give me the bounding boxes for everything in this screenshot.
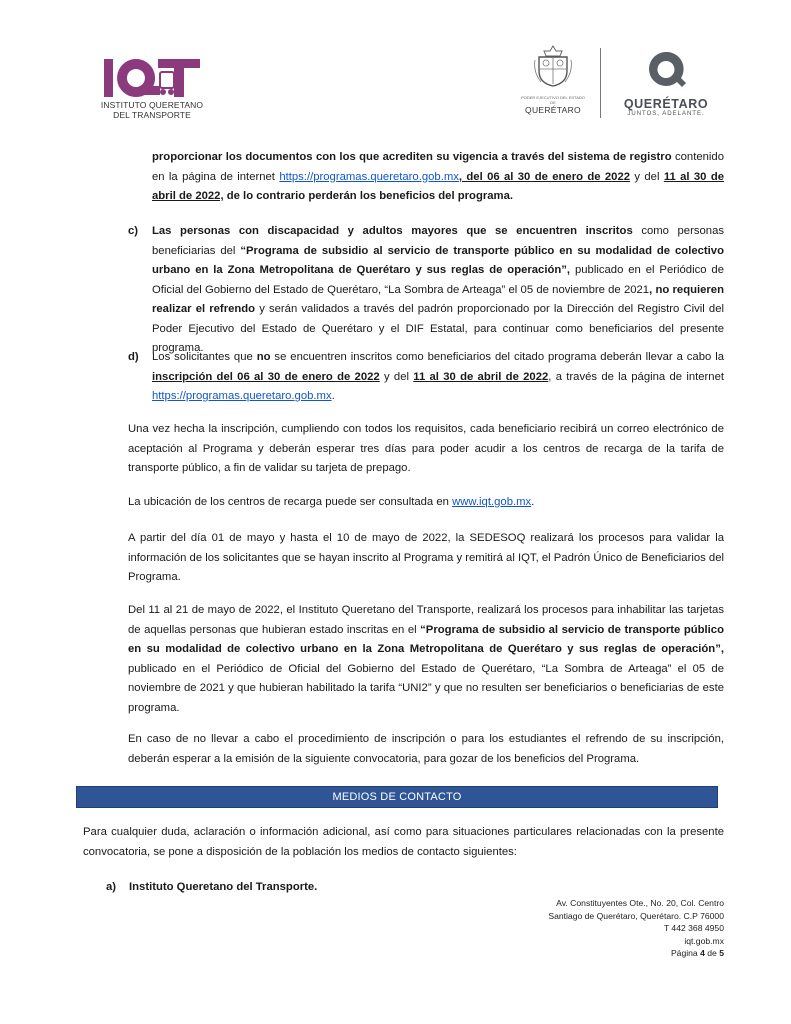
text: y del	[630, 170, 664, 183]
page-sep: de	[704, 948, 720, 958]
date-range-1: , del 06 al 30 de enero de 2022	[458, 170, 631, 183]
page-current: 4	[700, 948, 705, 958]
gov-small-text: PODER EJECUTIVO DEL ESTADO DE	[521, 95, 585, 105]
contact-item-iqt: Instituto Queretano del Transporte.	[129, 881, 318, 893]
text-bold: de lo contrario perderán los beneficios del programa.	[223, 190, 513, 202]
date-range-2: 11 al 30 de abril de 2022	[413, 370, 549, 383]
footer-address	[548, 897, 724, 960]
footer-address-line1: Av. Constituyentes Ote., No. 20, Col. Centro	[556, 898, 724, 908]
brand-name: QUERÉTARO	[623, 97, 709, 111]
text: Los solicitantes que	[152, 351, 257, 363]
date-range-1: del 06 al 30 de enero de 2022	[212, 370, 380, 383]
text: contenido en la página de internet	[152, 151, 724, 183]
iqt-name-line1: INSTITUTO QUERETANO	[100, 100, 204, 110]
queretaro-brand-block	[616, 50, 716, 117]
paragraph-no-inscription: En caso de no llevar a cabo el procedimiento de inscripción o para los estudiantes el refrendo de su inscripción, deberán esperar a la emisión de la siguiente convocatoria, para gozar de los beneficios del Programa.	[128, 733, 724, 765]
list-marker-c: c)	[128, 225, 139, 237]
iqt-name-line2: DEL TRANSPORTE	[113, 110, 191, 120]
text-bold: , no requieren realizar el refrendo	[152, 283, 724, 315]
page-total: 5	[719, 948, 724, 958]
gov-name: QUERÉTARO	[525, 105, 581, 115]
paragraph-contact: Para cualquier duda, aclaración o información adicional, así como para situaciones particulares relacionadas con la presente convocatoria, se pone a disposición de la población los medios de contacto siguientes:	[83, 826, 724, 858]
logo-divider	[600, 48, 601, 118]
brand-slogan: JUNTOS, ADELANTE.	[627, 111, 705, 117]
paragraph-recharge-centers	[128, 493, 724, 513]
text: y serán validados a través del padrón proporcionado por la Dirección del Registro Civil del Poder Ejecutivo del Estado de Querétaro y el DIF Estatal, para continuar como beneficiarios del presente programa.	[152, 303, 724, 354]
coat-of-arms-icon	[533, 44, 573, 88]
text-bold: proporcionar los documentos con los que acrediten su vigencia a través del sistema de registro	[152, 151, 672, 163]
list-item-d	[152, 348, 724, 407]
text: y del	[379, 370, 414, 383]
footer-website: iqt.gob.mx	[684, 935, 724, 946]
page-label: Página	[670, 948, 701, 958]
list-marker-d: d)	[128, 351, 139, 363]
text: publicado en el Periódico de Oficial del Gobierno del Estado de Querétaro, “La Sombra de Arteaga” el 05 de noviembre de 2021 y que hubieran habilitado la tarifa “UNI2” y que no resulten ser beneficiarios o beneficiarias de este programa.	[128, 662, 724, 714]
text: .	[331, 390, 335, 402]
text: , a través de la página de internet	[548, 370, 724, 383]
text-bold: Las personas con discapacidad y adultos mayores que se encuentren inscritos	[152, 225, 633, 237]
iqt-logo-block	[92, 56, 212, 120]
queretaro-q-logo-icon	[646, 50, 686, 90]
footer-address-line2: Santiago de Querétaro, Querétaro. C.P 76000	[548, 910, 724, 921]
list-item-c	[152, 222, 724, 359]
section-banner-contact: MEDIOS DE CONTACTO	[76, 786, 718, 808]
program-name: “Programa de subsidio al servicio de transporte público en su modalidad de colectivo urbano en la Zona Metropolitana de Querétaro y sus reglas de operación”,	[152, 244, 724, 276]
page-number	[548, 947, 724, 960]
footer-phone: T 442 368 4950	[663, 923, 724, 933]
paragraph-disable-cards	[128, 601, 724, 718]
text: se encuentren inscritos como beneficiarios del citado programa deberán llevar a cabo la	[270, 351, 724, 363]
iqt-logo	[100, 56, 204, 100]
state-seal-block	[518, 44, 588, 115]
iqt-website-link[interactable]: www.iqt.gob.mx	[452, 496, 532, 508]
text: como personas beneficiarias del	[152, 225, 724, 257]
programs-link[interactable]: https://programas.queretaro.gob.mx	[279, 170, 459, 183]
inscription-word: inscripción	[152, 370, 213, 383]
list-marker-a: a)	[106, 881, 117, 893]
text: .	[531, 496, 535, 508]
text: La ubicación de los centros de recarga puede ser consultada en	[128, 496, 453, 508]
text: Del 11 al 21 de mayo de 2022, el Instituto Queretano del Transporte, realizará los procesos para inhabilitar las tarjetas de aquellas personas que hubieran estado inscritas en el	[128, 604, 724, 636]
text-bold: no	[256, 351, 271, 363]
paragraph-validation: A partir del día 01 de mayo y hasta el 10 de mayo de 2022, la SEDESOQ realizará los procesos para validar la información de los solicitantes que se hayan inscrito al Programa y remitirá al IQT, el Padrón Único de Beneficiarios del Programa.	[128, 532, 724, 583]
programs-link[interactable]: https://programas.queretaro.gob.mx	[152, 390, 332, 402]
text: publicado en el Periódico de Oficial del Gobierno del Estado de Querétaro, “La Sombra de Arteaga” el 05 de noviembre de 2021	[152, 264, 724, 296]
program-name: “Programa de subsidio al servicio de transporte público en su modalidad de colectivo urbano en la Zona Metropolitana de Querétaro y sus reglas de operación”,	[128, 623, 724, 655]
continuation-paragraph	[152, 148, 724, 207]
date-range-2: 11 al 30 de abril de 2022,	[152, 170, 725, 202]
paragraph-acceptance: Una vez hecha la inscripción, cumpliendo con todos los requisitos, cada beneficiario recibirá un correo electrónico de aceptación al Programa y deberán esperar tres días para poder acudir a los centros de recarga de la tarifa de transporte público, a fin de validar su tarjeta de prepago.	[128, 423, 724, 474]
